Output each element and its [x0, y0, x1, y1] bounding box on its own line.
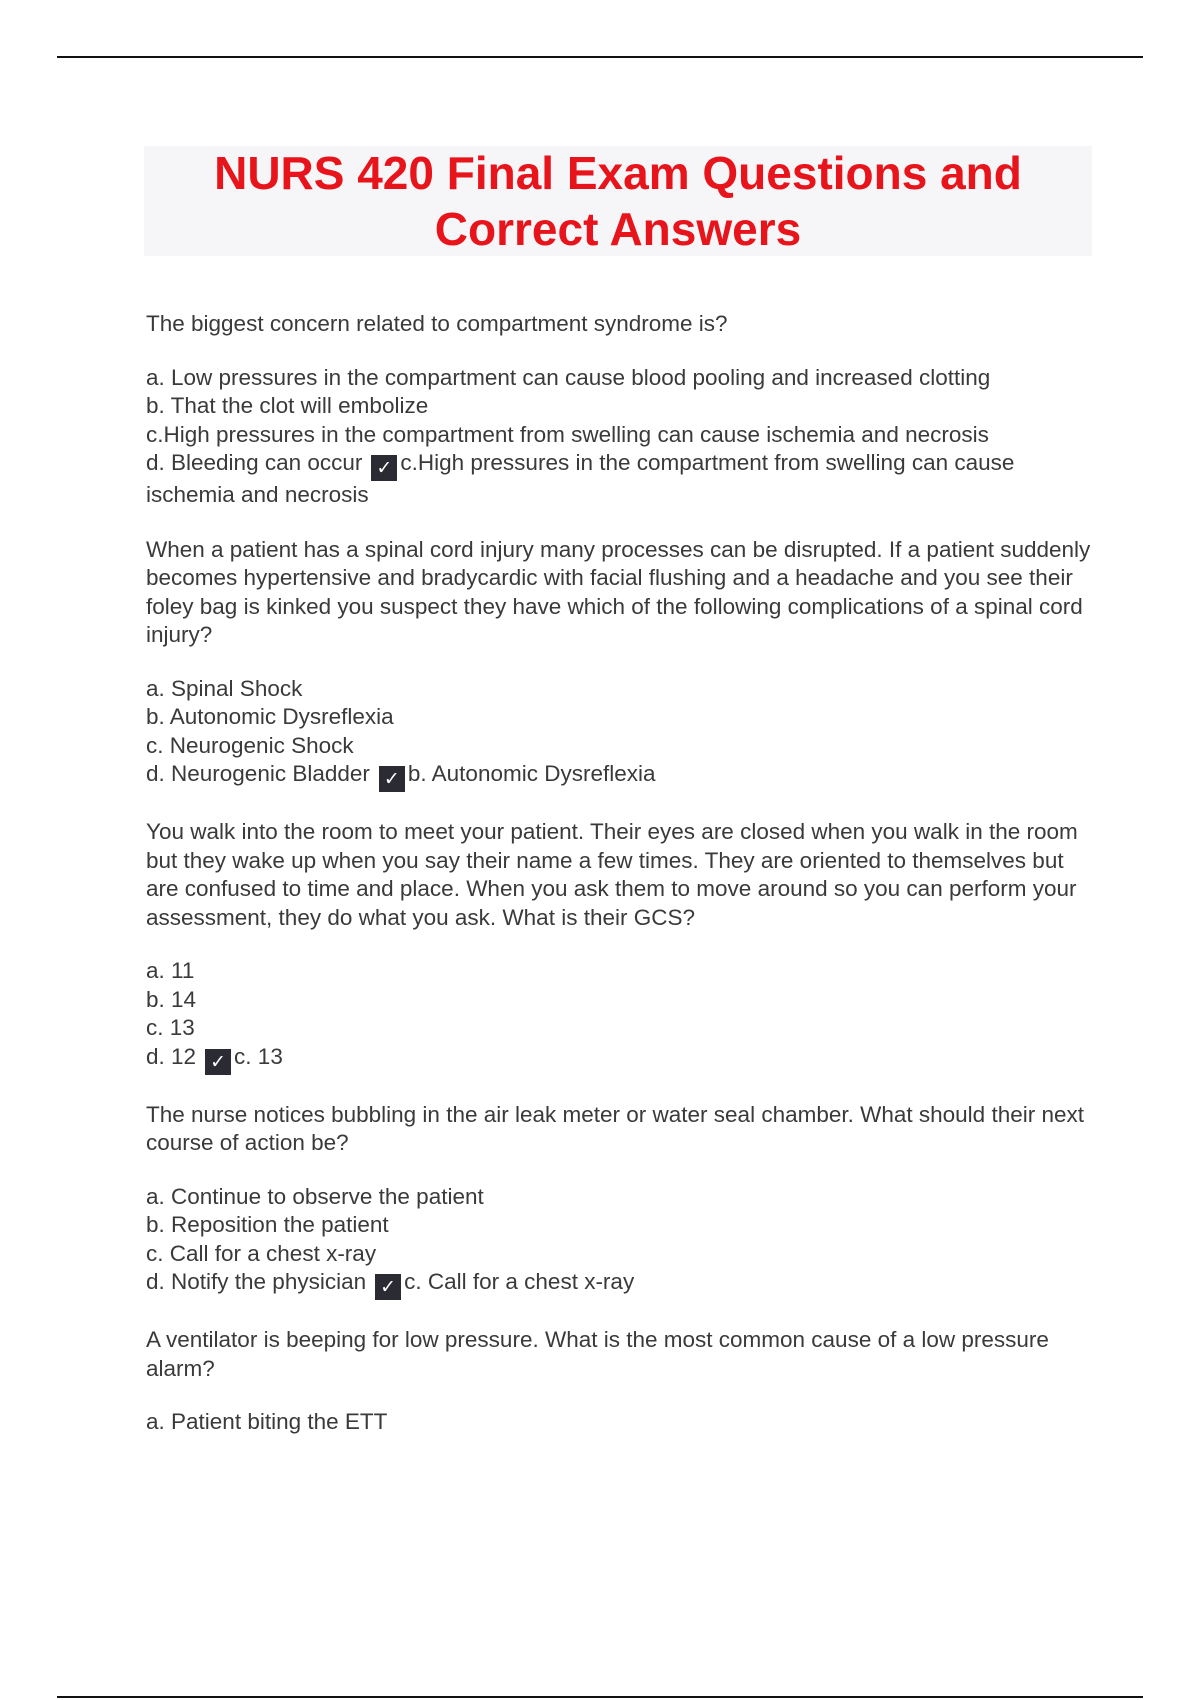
- question-list: [146, 310, 1094, 1463]
- correct-answer: c. Call for a chest x-ray: [404, 1269, 635, 1294]
- option: b. Autonomic Dysreflexia: [146, 704, 394, 729]
- title-banner: [144, 146, 1092, 256]
- top-rule: [57, 56, 1143, 58]
- option: d. Neurogenic Bladder: [146, 761, 370, 786]
- option: a. 11: [146, 958, 195, 983]
- option: b. 14: [146, 986, 197, 1012]
- option: d. Notify the physician: [146, 1269, 367, 1294]
- question-options: [146, 957, 1094, 1075]
- correct-answer: c. 13: [234, 1043, 283, 1069]
- option: d. Bleeding can occur: [146, 450, 363, 475]
- question-prompt: You walk into the room to meet your patient. Their eyes are closed when you walk in the room but they wake up when you say their name a few times. They are oriented to themselves but are confused to time and place. When you ask them to move around so you can perform your assessment, they do what you ask. What is their GCS?: [146, 819, 1078, 930]
- question-options: [146, 1408, 1094, 1437]
- question-prompt: A ventilator is beeping for low pressure. What is the most common cause of a low pressure alarm?: [146, 1327, 1049, 1381]
- option: c. 13: [146, 1015, 195, 1040]
- correct-answer: c.High pressures in the compartment from swelling can cause ischemia and necrosis: [146, 450, 1015, 507]
- checkmark-box-icon: ✓: [371, 455, 397, 481]
- option-with-answer: [146, 1268, 1094, 1300]
- option: a. Patient biting the ETT: [146, 1409, 388, 1434]
- option: a. Low pressures in the compartment can cause blood pooling and increased clotting: [146, 364, 991, 390]
- question-options: [146, 675, 1094, 793]
- option: c. Call for a chest x-ray: [146, 1240, 377, 1266]
- option: d. 12: [146, 1043, 197, 1069]
- question-prompt: The nurse notices bubbling in the air leak meter or water seal chamber. What should their next course of action be?: [146, 1101, 1084, 1155]
- option-with-answer: [146, 449, 1094, 510]
- checkmark-box-icon: ✓: [379, 766, 405, 792]
- question-options: [146, 364, 1094, 510]
- option-with-answer: [146, 760, 1094, 792]
- question-prompt: The biggest concern related to compartment syndrome is?: [146, 311, 728, 336]
- checkmark-box-icon: ✓: [375, 1274, 401, 1300]
- checkmark-box-icon: ✓: [205, 1049, 231, 1075]
- option: c.High pressures in the compartment from swelling can cause ischemia and necrosis: [146, 421, 989, 447]
- page-title: NURS 420 Final Exam Questions and Correct Answers: [214, 147, 1022, 255]
- option: a. Continue to observe the patient: [146, 1183, 484, 1209]
- question-options: [146, 1183, 1094, 1301]
- option: b. Reposition the patient: [146, 1212, 389, 1237]
- option: c. Neurogenic Shock: [146, 732, 354, 758]
- option: a. Spinal Shock: [146, 675, 303, 701]
- bottom-rule: [57, 1696, 1143, 1698]
- correct-answer: b. Autonomic Dysreflexia: [407, 761, 656, 786]
- question-prompt: When a patient has a spinal cord injury many processes can be disrupted. If a patient suddenly becomes hypertensive and bradycardic with facial flushing and a headache and you see their foley bag is kinked you suspect they have which of the following complications of a spinal cord injury?: [146, 536, 1091, 647]
- option-with-answer: [146, 1043, 1094, 1075]
- option: b. That the clot will embolize: [146, 393, 429, 418]
